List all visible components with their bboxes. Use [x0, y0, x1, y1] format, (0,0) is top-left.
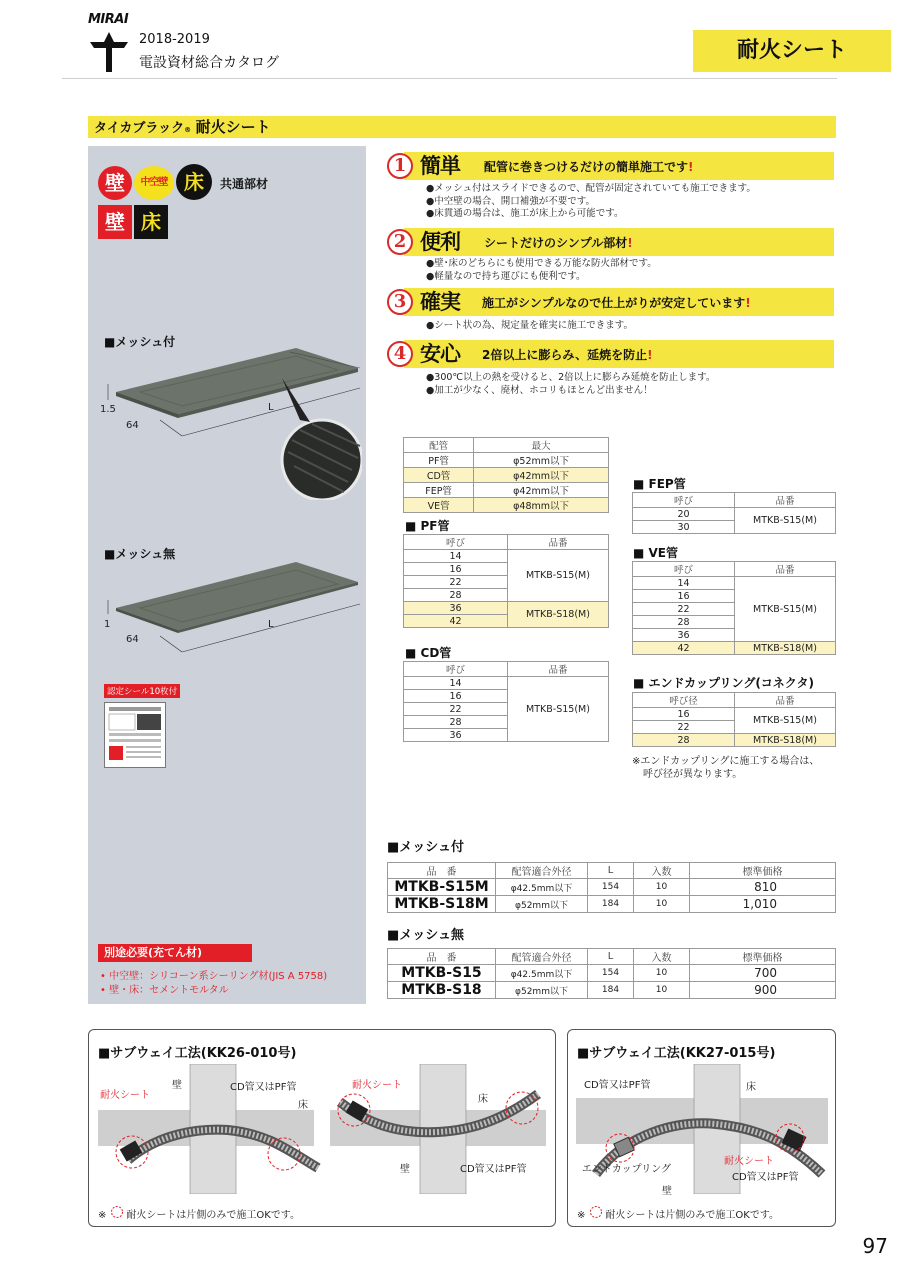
- feature-bullets-2: [426, 258, 657, 283]
- th-code: 品 番: [388, 949, 496, 965]
- bullet: ●中空壁の場合、開口補強が不要です。: [426, 195, 596, 207]
- label-pipe-right: CD管又はPF管: [460, 1164, 527, 1175]
- catalog-year: 2018-2019: [139, 32, 210, 47]
- cell: 14: [404, 550, 508, 563]
- cell: MTKB-S15(M): [735, 508, 836, 534]
- label-pipe-left: CD管又はPF管: [230, 1082, 297, 1093]
- cd-table-title: ■ CD管: [405, 646, 452, 660]
- cell: MTKB-S15(M): [735, 708, 836, 734]
- th-code: 品 番: [388, 863, 496, 879]
- catalog-title: 電設資材総合カタログ: [139, 55, 279, 71]
- page-number: 97: [862, 1234, 888, 1258]
- label-wall: 壁: [662, 1186, 672, 1197]
- cell: 154: [588, 879, 634, 896]
- feature-word-3: 確実: [420, 290, 460, 314]
- brand-logo-icon: [86, 28, 132, 72]
- th-pipe: 配管: [404, 438, 474, 453]
- cell: φ48mm以下: [474, 498, 609, 513]
- cd-table: [403, 661, 609, 742]
- th-size: 呼び: [633, 493, 735, 508]
- bullet: ●加工が少なく、廃材、ホコリもほとんど出ません！: [426, 384, 653, 396]
- cell: PF管: [404, 453, 474, 468]
- method-right-note: ※ 耐火シートは片側のみで施工OKです。: [577, 1210, 780, 1221]
- cell: 28: [404, 716, 508, 729]
- cell: φ52mm以下: [496, 896, 588, 913]
- label-sheet-left: 耐火シート: [100, 1090, 150, 1101]
- label-wall-top: 壁: [172, 1080, 182, 1091]
- price-mesh-with-title: ■メッシュ付: [387, 840, 465, 855]
- cell-price: 1,010: [690, 896, 836, 913]
- label-floor-right: 床: [478, 1094, 488, 1105]
- label-sheet: 耐火シート: [724, 1156, 774, 1167]
- label-wall-bottom: 壁: [400, 1164, 410, 1175]
- th-price: 標準価格: [690, 863, 836, 879]
- table-row: [388, 879, 836, 896]
- max-diameter-table: [403, 437, 609, 513]
- label-end-coupling: エンドカップリング: [582, 1164, 671, 1175]
- cell: MTKB-S18(M): [735, 642, 836, 655]
- end-coupling-table-title: ■ エンドカップリング(コネクタ): [633, 676, 815, 690]
- cell: 42: [404, 615, 508, 628]
- fep-table-title: ■ FEP管: [633, 477, 686, 491]
- header-divider: [62, 78, 837, 79]
- cell: φ42mm以下: [474, 468, 609, 483]
- cell: φ42mm以下: [474, 483, 609, 498]
- th-code: 品番: [735, 693, 836, 708]
- feature-text-2: シートだけのシンプル部材!: [484, 236, 633, 250]
- dim-width-2: 64: [126, 634, 139, 645]
- cell: 36: [404, 602, 508, 615]
- cell: 154: [588, 965, 634, 982]
- label-floor-left: 床: [298, 1100, 308, 1111]
- feature-number-4: 4: [387, 341, 413, 367]
- feature-text-1: 配管に巻きつけるだけの簡単施工です!: [484, 160, 694, 174]
- table-row: [388, 982, 836, 999]
- bullet: ●壁･床のどちらにも使用できる万能な防火部材です。: [426, 258, 657, 269]
- pf-table-title: ■ PF管: [405, 519, 450, 533]
- table-row: [388, 896, 836, 913]
- price-mesh-without-title: ■メッシュ無: [387, 928, 465, 943]
- price-table-mesh-without: [387, 948, 836, 999]
- dim-length-2: L: [268, 619, 274, 630]
- cell: 184: [588, 896, 634, 913]
- cell: 20: [633, 508, 735, 521]
- badge-wall: 壁: [98, 166, 132, 200]
- bullet: ●300℃以上の熱を受けると、2倍以上に膨らみ延焼を防止します。: [426, 372, 716, 383]
- cell-price: 900: [690, 982, 836, 999]
- cell-code: MTKB-S18M: [388, 896, 496, 913]
- seal-label: 認定シール10枚付: [104, 684, 180, 698]
- badge-floor-square: 床: [134, 205, 168, 239]
- th-qty: 入数: [634, 863, 690, 879]
- badge-wall-square: 壁: [98, 205, 132, 239]
- feature-bullets-3: [426, 320, 633, 333]
- feature-number-2: 2: [387, 229, 413, 255]
- th-length: L: [588, 949, 634, 965]
- cell: MTKB-S15(M): [508, 550, 609, 602]
- cell: 36: [633, 629, 735, 642]
- feature-word-1: 簡単: [420, 154, 460, 178]
- method-left-title: ■サブウェイ工法(KK26-010号): [98, 1046, 297, 1061]
- feature-bullets-4: [426, 372, 715, 397]
- cell: 10: [634, 982, 690, 999]
- cell: FEP管: [404, 483, 474, 498]
- label-floor: 床: [746, 1082, 756, 1093]
- th-fit-diameter: 配管適合外径: [496, 863, 588, 879]
- product-band: [88, 116, 836, 138]
- cell-code: MTKB-S18: [388, 982, 496, 999]
- cell: 22: [633, 721, 735, 734]
- bullet: ●軽量なので持ち運びにも便利です。: [426, 270, 586, 282]
- feature-bullets-1: [426, 183, 756, 221]
- bullet: ●床貫通の場合は、施工が床上から可能です。: [426, 208, 624, 219]
- bullet: ●シート状の為、規定量を確実に施工できます。: [426, 320, 634, 331]
- note-wall-floor: • 壁・床：セメントモルタル: [100, 985, 229, 996]
- th-code: 品番: [508, 662, 609, 677]
- cell: 10: [634, 896, 690, 913]
- dim-length-1: L: [268, 402, 274, 413]
- note-hollow-wall: • 中空壁：シリコーン系シーリング材(JIS A 5758): [100, 971, 328, 982]
- dim-width-1: 64: [126, 420, 139, 431]
- sheet-with-mesh-illustration: [100, 340, 362, 500]
- th-max: 最大: [474, 438, 609, 453]
- brand-logo-text: MIRAI: [88, 12, 129, 27]
- badge-hollow-wall: 中空壁: [134, 166, 174, 200]
- label-pipe-top: CD管又はPF管: [584, 1080, 651, 1091]
- th-size: 呼び径: [633, 693, 735, 708]
- cell: MTKB-S18(M): [508, 602, 609, 628]
- cell: 184: [588, 982, 634, 999]
- certification-seal-image: [104, 702, 166, 768]
- feature-text-4: 2倍以上に膨らみ、延焼を防止!: [482, 348, 653, 362]
- dim-thickness-1: 1.5: [100, 404, 116, 415]
- cell: φ52mm以下: [496, 982, 588, 999]
- dim-thickness-2: 1: [104, 619, 111, 630]
- cell: 14: [404, 677, 508, 690]
- note-line: ※エンドカップリングに施工する場合は、: [632, 756, 820, 767]
- cell-price: 810: [690, 879, 836, 896]
- feature-number-3: 3: [387, 289, 413, 315]
- cell: 28: [404, 589, 508, 602]
- cell: 22: [404, 703, 508, 716]
- cell: MTKB-S15(M): [508, 677, 609, 742]
- table-row: [388, 965, 836, 982]
- cell: CD管: [404, 468, 474, 483]
- mesh-without-label: ■メッシュ無: [104, 547, 176, 561]
- label-pipe-bottom: CD管又はPF管: [732, 1172, 799, 1183]
- feature-word-2: 便利: [420, 230, 460, 254]
- page-title: 耐火シート: [693, 30, 891, 72]
- mesh-with-label: ■メッシュ付: [104, 335, 176, 349]
- ve-table-title: ■ VE管: [633, 546, 679, 560]
- pf-table: [403, 534, 609, 628]
- common-parts-label: 共通部材: [220, 177, 269, 191]
- separate-required-band: 別途必要(充てん材): [98, 944, 252, 962]
- feature-text-3: 施工がシンプルなので仕上がりが安定しています!: [482, 296, 751, 310]
- cell: 10: [634, 965, 690, 982]
- method-left-note: ※ 耐火シートは片側のみで施工OKです。: [98, 1210, 301, 1221]
- th-length: L: [588, 863, 634, 879]
- th-qty: 入数: [634, 949, 690, 965]
- feature-number-1: 1: [387, 153, 413, 179]
- note-line: 呼び径が異なります。: [643, 769, 743, 780]
- sheet-without-mesh-illustration: [100, 552, 362, 662]
- th-code: 品番: [735, 493, 836, 508]
- badge-floor: 床: [176, 164, 212, 200]
- th-fit-diameter: 配管適合外径: [496, 949, 588, 965]
- cell: 28: [633, 734, 735, 747]
- cell: 22: [404, 576, 508, 589]
- cell: φ42.5mm以下: [496, 965, 588, 982]
- fep-table: [632, 492, 836, 534]
- cell: 10: [634, 879, 690, 896]
- dashed-circle-icon: [110, 1205, 124, 1219]
- cell-code: MTKB-S15M: [388, 879, 496, 896]
- cell: MTKB-S18(M): [735, 734, 836, 747]
- th-code: 品番: [735, 562, 836, 577]
- end-coupling-table: [632, 692, 836, 747]
- cell: 16: [404, 563, 508, 576]
- cell-price: 700: [690, 965, 836, 982]
- cell: 14: [633, 577, 735, 590]
- cell: 30: [633, 521, 735, 534]
- cell: 16: [633, 708, 735, 721]
- cell: 16: [404, 690, 508, 703]
- bullet: ●メッシュ付はスライドできるので、配管が固定されていても施工できます。: [426, 183, 756, 194]
- cell-code: MTKB-S15: [388, 965, 496, 982]
- product-brand: タイカブラック: [94, 121, 185, 136]
- method-right-title: ■サブウェイ工法(KK27-015号): [577, 1046, 776, 1061]
- registered-mark: ®: [184, 126, 192, 134]
- label-sheet-right: 耐火シート: [352, 1080, 402, 1091]
- ve-table: [632, 561, 836, 655]
- cell: φ42.5mm以下: [496, 879, 588, 896]
- cell: 36: [404, 729, 508, 742]
- dashed-circle-icon: [589, 1205, 603, 1219]
- cell: φ52mm以下: [474, 453, 609, 468]
- th-size: 呼び: [404, 662, 508, 677]
- th-size: 呼び: [633, 562, 735, 577]
- th-size: 呼び: [404, 535, 508, 550]
- cell: MTKB-S15(M): [735, 577, 836, 642]
- th-price: 標準価格: [690, 949, 836, 965]
- cell: VE管: [404, 498, 474, 513]
- cell: 16: [633, 590, 735, 603]
- cell: 42: [633, 642, 735, 655]
- cell: 22: [633, 603, 735, 616]
- feature-word-4: 安心: [420, 342, 460, 366]
- end-coupling-note: [632, 755, 819, 781]
- th-code: 品番: [508, 535, 609, 550]
- product-name: 耐火シート: [195, 118, 271, 136]
- price-table-mesh-with: [387, 862, 836, 913]
- cell: 28: [633, 616, 735, 629]
